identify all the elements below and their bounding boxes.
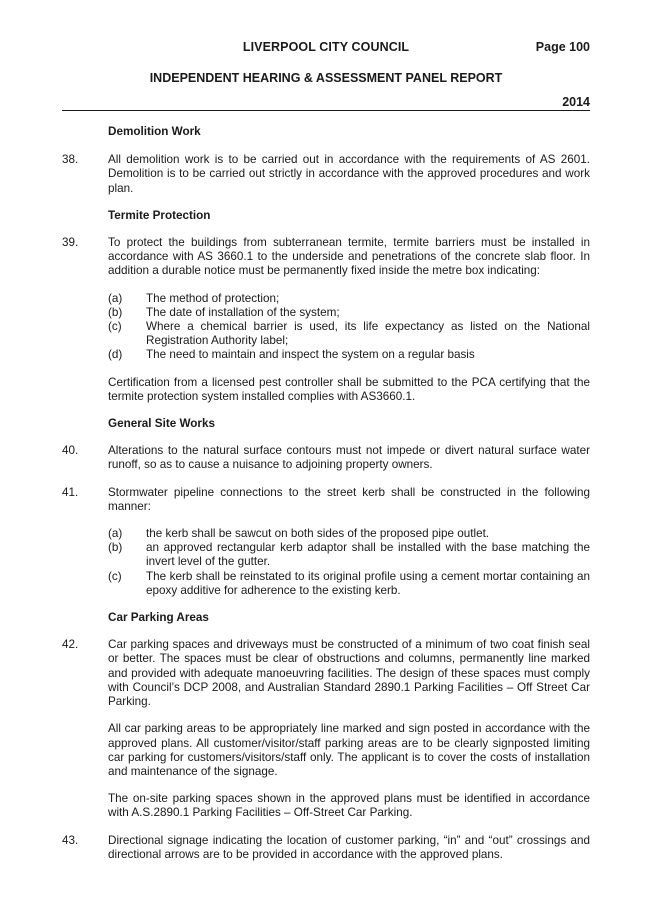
condition-number: 38. (62, 153, 79, 167)
document-body (62, 125, 590, 862)
list-label: (a) (108, 291, 123, 305)
header-divider (62, 110, 590, 111)
condition-number: 40. (62, 444, 79, 458)
list-text: The date of installation of the system; (146, 305, 340, 319)
section-heading-termite: Termite Protection (108, 208, 211, 222)
list-text: The need to maintain and inspect the system on a regular basis (146, 348, 475, 362)
report-title: INDEPENDENT HEARING & ASSESSMENT PANEL REPORT (149, 71, 503, 85)
list-item (108, 306, 590, 320)
list-label: (c) (108, 569, 122, 583)
condition-number: 41. (62, 485, 79, 499)
list-label: (a) (108, 527, 123, 541)
condition-42-paragraph-3: The on-site parking spaces shown in the approved plans must be identified in accordance with A.S.2890.1 Parking Facilities – Off-Street Car Parking. (108, 792, 590, 820)
list-item (108, 527, 590, 541)
list-text: Where a chemical barrier is used, its life expectancy as listed on the National Registration Authority label; (146, 320, 590, 348)
list-label: (d) (108, 348, 123, 362)
list-label: (b) (108, 541, 123, 555)
list-item (108, 570, 590, 598)
council-name: LIVERPOOL CITY COUNCIL (242, 40, 410, 54)
list-text: The kerb shall be reinstated to its original profile using a cement mortar containing an epoxy additive for adherence to the existing kerb. (146, 569, 590, 597)
condition-text: To protect the buildings from subterranean termite, termite barriers must be installed in accordance with AS 3660.1 to the underside and penetrations of the concrete slab floor. In addition a durable notice must be permanently fixed inside the metre box indicating: (108, 236, 590, 278)
condition-text: Car parking spaces and driveways must be constructed of a minimum of two coat finish seal or better. The spaces must be clear of obstructions and columns, permanently line marked and provided with adequate manoeuvring facilities. The design of these spaces must comply with Council’s DCP 2008, and Australian Standard 2890.1 Parking Facilities – Off Street Car Parking. (108, 638, 590, 709)
condition-text: All demolition work is to be carried out in accordance with the requirements of AS 2601. Demolition is to be carried out strictly in accordance with the approved procedures and work plan. (108, 153, 590, 195)
condition-39-list (108, 292, 590, 363)
condition-number: 43. (62, 833, 79, 847)
section-heading-parking: Car Parking Areas (108, 611, 209, 625)
condition-39 (62, 236, 590, 279)
condition-text: Stormwater pipeline connections to the street kerb shall be constructed in the following manner: (108, 485, 590, 513)
list-item (108, 541, 590, 569)
report-year: 2014 (562, 95, 590, 109)
condition-40 (62, 444, 590, 472)
condition-text: Directional signage indicating the location of customer parking, “in” and “out” crossings and directional arrows are to be provided in accordance with the approved plans. (108, 833, 590, 861)
condition-42-paragraph-2: All car parking areas to be appropriately line marked and sign posted in accordance with the approved plans. All customer/visitor/staff parking areas are to be clearly signposted limiting car parking for customers/visitors/staff only. The applicant is to cover the costs of installation and maintenance of the signage. (108, 722, 590, 778)
condition-41 (62, 486, 590, 514)
condition-39-certification: Certification from a licensed pest controller shall be submitted to the PCA certifying that the termite protection system installed complies with AS3660.1. (108, 375, 590, 403)
list-text: an approved rectangular kerb adaptor shall be installed with the base matching the invert level of the gutter. (146, 541, 590, 569)
section-heading-demolition: Demolition Work (108, 125, 201, 138)
condition-number: 39. (62, 236, 79, 250)
list-item (108, 348, 590, 362)
section-heading-general: General Site Works (108, 417, 215, 431)
condition-41-list (108, 527, 590, 598)
condition-42 (62, 638, 590, 709)
condition-43 (62, 834, 590, 862)
condition-number: 42. (62, 638, 79, 652)
condition-text: Alterations to the natural surface contours must not impede or divert natural surface water runoff, so as to cause a nuisance to adjoining property owners. (108, 444, 590, 472)
list-item (108, 320, 590, 348)
list-text: the kerb shall be sawcut on both sides of the proposed pipe outlet. (146, 527, 490, 541)
list-text: The method of protection; (146, 291, 280, 305)
list-label: (c) (108, 320, 122, 334)
page-number: Page 100 (535, 40, 590, 54)
list-label: (b) (108, 305, 123, 319)
condition-38 (62, 153, 590, 196)
list-item (108, 292, 590, 306)
